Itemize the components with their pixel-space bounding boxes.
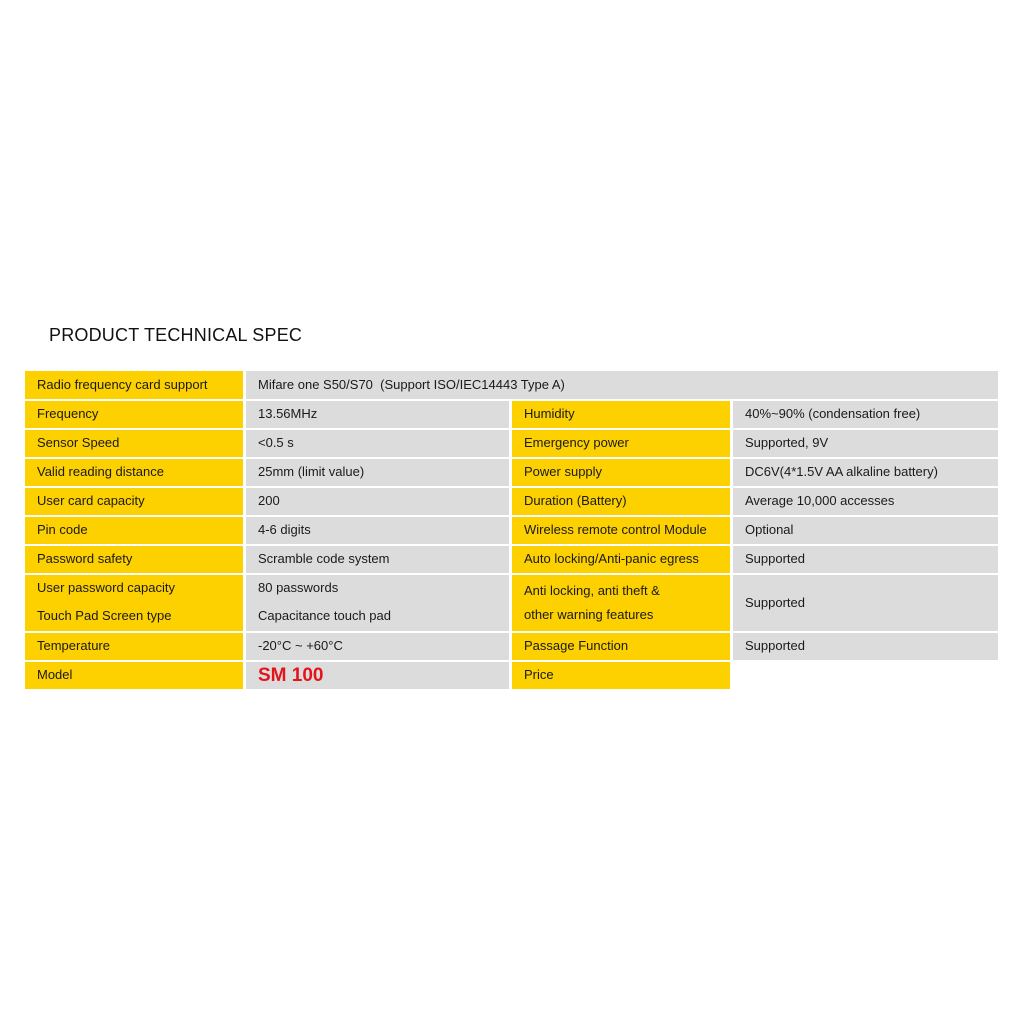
emergency-power-value: Supported, 9V bbox=[733, 430, 998, 457]
password-safety-label: Password safety bbox=[25, 546, 243, 573]
rf-value: Mifare one S50/S70 (Support ISO/IEC14443 Type A) bbox=[246, 371, 998, 399]
passage-function-label: Passage Function bbox=[512, 633, 730, 660]
battery-duration-value: Average 10,000 accesses bbox=[733, 488, 998, 515]
pin-code-label: Pin code bbox=[25, 517, 243, 544]
passage-function-value: Supported bbox=[733, 633, 998, 660]
user-password-capacity-label: User password capacity bbox=[25, 575, 243, 602]
model-value-cell bbox=[246, 662, 509, 689]
wireless-module-value: Optional bbox=[733, 517, 998, 544]
power-supply-label: Power supply bbox=[512, 459, 730, 486]
frequency-label: Frequency bbox=[25, 401, 243, 428]
spec-table bbox=[25, 371, 998, 689]
battery-duration-label: Duration (Battery) bbox=[512, 488, 730, 515]
price-label: Price bbox=[512, 662, 730, 689]
card-capacity-value: 200 bbox=[246, 488, 509, 515]
wireless-module-label: Wireless remote control Module bbox=[512, 517, 730, 544]
touch-pad-label: Touch Pad Screen type bbox=[25, 602, 243, 631]
model-value: SM 100 bbox=[258, 664, 324, 686]
power-supply-value: DC6V(4*1.5V AA alkaline battery) bbox=[733, 459, 998, 486]
reading-distance-value: 25mm (limit value) bbox=[246, 459, 509, 486]
temperature-value: -20°C ~ +60°C bbox=[246, 633, 509, 660]
pin-code-value: 4-6 digits bbox=[246, 517, 509, 544]
auto-locking-label: Auto locking/Anti-panic egress bbox=[512, 546, 730, 573]
auto-locking-value: Supported bbox=[733, 546, 998, 573]
anti-locking-label-line-2: other warning features bbox=[524, 607, 654, 622]
rf-label: Radio frequency card support bbox=[25, 371, 243, 399]
humidity-label: Humidity bbox=[512, 401, 730, 428]
page-title: PRODUCT TECHNICAL SPEC bbox=[49, 325, 303, 345]
anti-locking-label-line-1: Anti locking, anti theft & bbox=[524, 582, 660, 598]
sensor-speed-value: <0.5 s bbox=[246, 430, 509, 457]
touch-pad-value: Capacitance touch pad bbox=[246, 602, 509, 631]
reading-distance-label: Valid reading distance bbox=[25, 459, 243, 486]
anti-locking-label bbox=[512, 575, 730, 631]
card-capacity-label: User card capacity bbox=[25, 488, 243, 515]
humidity-value: 40%~90% (condensation free) bbox=[733, 401, 998, 428]
frequency-value: 13.56MHz bbox=[246, 401, 509, 428]
sensor-speed-label: Sensor Speed bbox=[25, 430, 243, 457]
anti-locking-value: Supported bbox=[733, 575, 998, 631]
emergency-power-label: Emergency power bbox=[512, 430, 730, 457]
temperature-label: Temperature bbox=[25, 633, 243, 660]
password-safety-value: Scramble code system bbox=[246, 546, 509, 573]
model-label: Model bbox=[25, 662, 243, 689]
user-password-capacity-value: 80 passwords bbox=[246, 575, 509, 602]
